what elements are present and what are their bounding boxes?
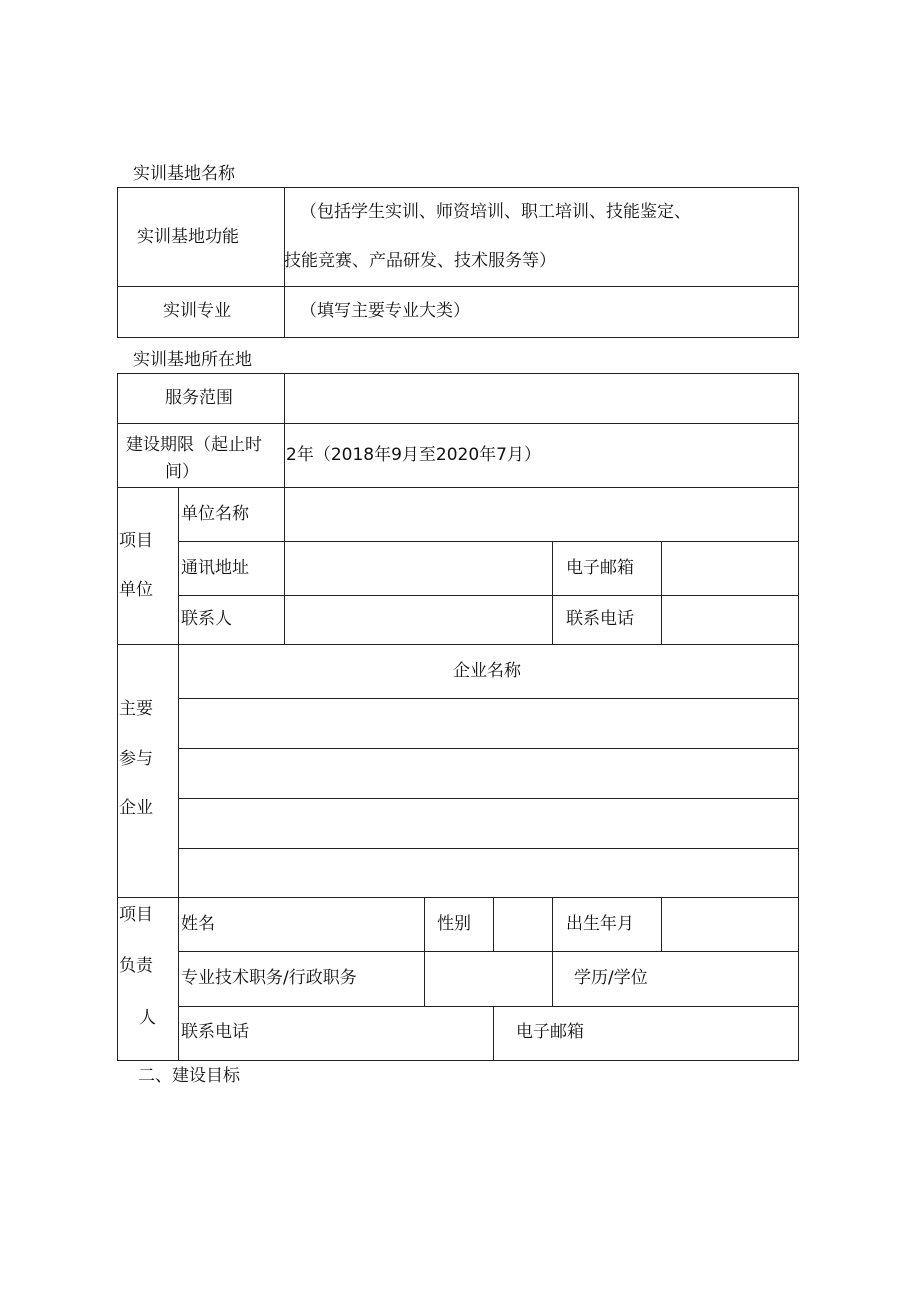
- unit-group-label-line1: 项目: [119, 531, 153, 551]
- period-label-line1: 建设期限（起止时: [126, 435, 262, 455]
- contact-label: 联系人: [181, 609, 232, 629]
- enterprise-group-line1: 主要: [119, 699, 153, 719]
- name-label: 姓名: [181, 914, 215, 934]
- leader-group-line1: 项目: [119, 905, 153, 925]
- address-label: 通讯地址: [181, 558, 249, 578]
- function-value-line1[interactable]: （包括学生实训、师资培训、职工培训、技能鉴定、: [300, 202, 691, 222]
- leader-group-line3: 人: [139, 1008, 156, 1028]
- major-label: 实训专业: [163, 301, 231, 321]
- enterprise-name-header: 企业名称: [453, 661, 521, 681]
- phone-label: 联系电话: [566, 609, 634, 629]
- enterprise-group-line2: 参与: [119, 749, 153, 769]
- birth-label: 出生年月: [566, 914, 634, 934]
- title-label: 专业技术职务/行政职务: [181, 968, 357, 988]
- email-label: 电子邮箱: [566, 558, 634, 578]
- leader-email-label: 电子邮箱: [516, 1022, 584, 1042]
- heading-goal: 二、建设目标: [138, 1066, 240, 1086]
- period-label-line2: 间）: [165, 462, 199, 482]
- unit-group-label-line2: 单位: [119, 580, 153, 600]
- major-value[interactable]: （填写主要专业大类）: [300, 301, 470, 321]
- gender-label: 性别: [437, 914, 471, 934]
- heading-base-name: 实训基地名称: [133, 164, 235, 184]
- degree-label: 学历/学位: [574, 968, 648, 988]
- period-value[interactable]: 2年（2018年9月至2020年7月）: [286, 445, 541, 465]
- service-label: 服务范围: [165, 388, 233, 408]
- heading-location: 实训基地所在地: [133, 350, 252, 370]
- leader-phone-label: 联系电话: [181, 1022, 249, 1042]
- function-value-line2[interactable]: 技能竞赛、产品研发、技术服务等）: [284, 251, 556, 271]
- enterprise-group-line3: 企业: [119, 798, 153, 818]
- unit-name-label: 单位名称: [181, 504, 249, 524]
- function-label: 实训基地功能: [137, 227, 239, 247]
- leader-group-line2: 负责: [119, 956, 153, 976]
